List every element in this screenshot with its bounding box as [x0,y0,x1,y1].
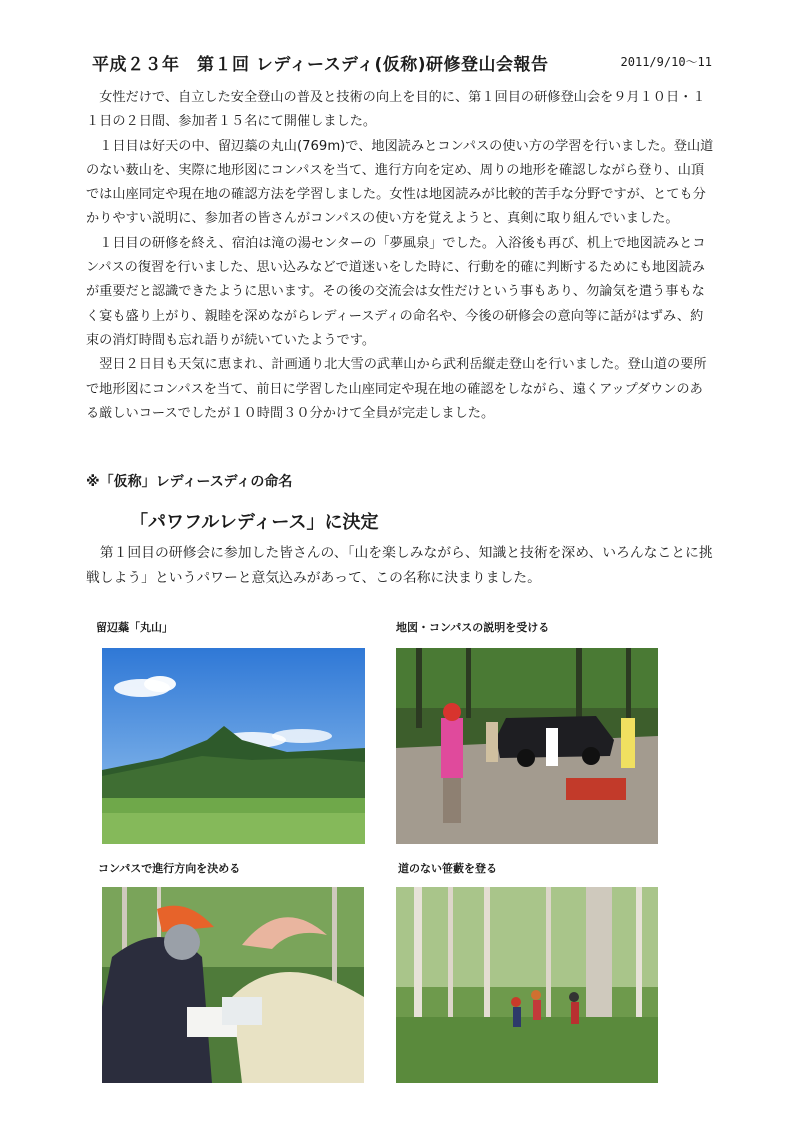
report-body [86,86,714,426]
photo-bamboo-climb [396,887,658,1083]
photo-caption-compass: コンパスで進行方向を決める [98,862,241,875]
report-date: 2011/9/10～11 [620,55,712,69]
naming-text: 第１回目の研修会に参加した皆さんの、「山を楽しみながら、知識と技術を深め、いろんなことに挑戦しよう」というパワーと意気込みがあって、この名称に決まりました。 [86,545,713,586]
report-title: 平成２３年 第１回 レディースディ(仮称)研修登山会報告 [92,55,549,75]
paragraph-intro: 女性だけで、自立した安全登山の普及と技術の向上を目的に、第１回目の研修登山会を９月１０日・１１日の２日間、参加者１５名にて開催しました。 [86,90,706,130]
photo-maruyama [102,648,365,844]
photo-caption-bamboo-climb: 道のない笹藪を登る [398,862,497,875]
photo-caption-map-lesson: 地図・コンパスの説明を受ける [396,621,550,634]
report-header [92,50,712,74]
paragraph-day1: １日目は好天の中、留辺蘂の丸山(769m)で、地図読みとコンパスの使い方の学習を行いました。登山道のない薮山を、実際に地形図にコンパスを当て、進行方向を定め、周りの地形を確認しながら登り、山頂では山座同定や現在地の確認方法を学習しました。女性は地図読みが比較的苦手な分野ですが、とても分かりやすい説明に、参加者の皆さんがコンパスの使い方を覚えようと、真剣に取り組んでいました。 [86,138,714,227]
naming-explanation [86,541,714,591]
naming-note: ※「仮称」レディースディの命名 [86,474,293,490]
photo-caption-maruyama: 留辺蘂「丸山」 [96,621,173,634]
paragraph-day2: 翌日２日目も天気に恵まれ、計画通り北大雪の武華山から武利岳縦走登山を行いました。登山道の要所で地形図にコンパスを当て、前日に学習した山座同定や現在地の確認をしながら、遠くアップダウンのある厳しいコースでしたが１０時間３０分かけて全員が完走しました。 [86,357,707,421]
photo-map-lesson [396,648,658,844]
naming-decision: 「パワフルレディース」に決定 [130,512,379,533]
paragraph-lodging: １日目の研修を終え、宿泊は滝の湯センターの「夢風泉」でした。入浴後も再び、机上で地図読みとコンパスの復習を行いました、思い込みなどで道迷いをした時に、行動を的確に判断するためにも地図読みが重要だと認識できたように思います。その後の交流会は女性だけという事もあり、勿論気を遣う事もなく宴も盛り上がり、親睦を深めながらレディースディの命名や、今後の研修会の意向等に話がはずみ、約束の消灯時間も忘れ語りが続いていたようです。 [86,235,706,348]
photo-compass [102,887,364,1083]
